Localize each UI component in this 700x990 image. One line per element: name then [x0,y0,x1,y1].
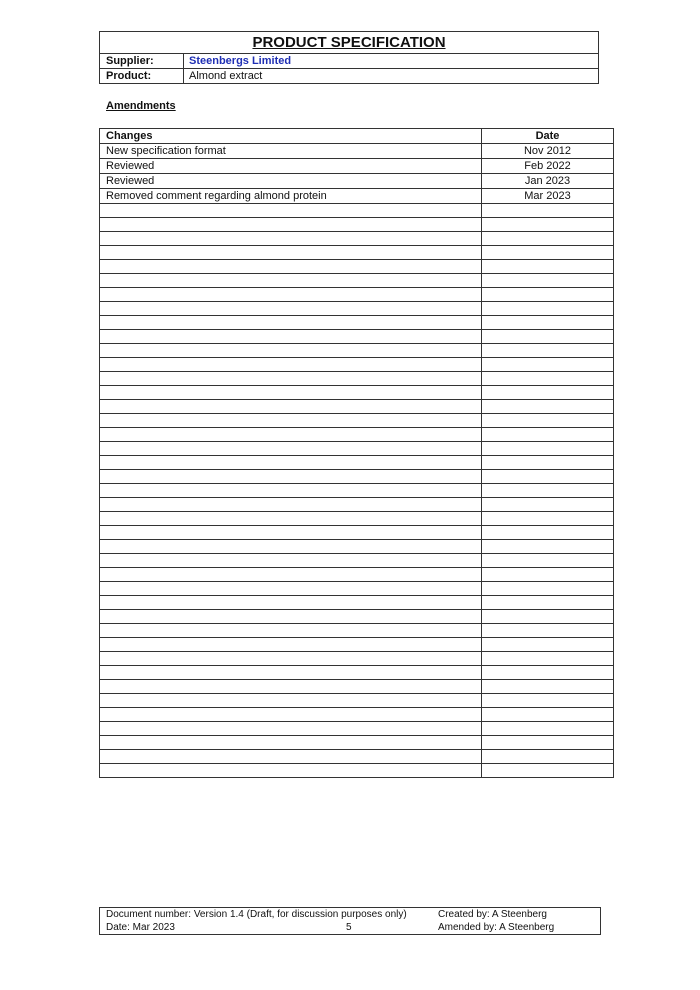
change-cell: New specification format [100,144,482,159]
change-cell [100,330,482,344]
table-row [100,204,614,218]
change-cell [100,386,482,400]
date-cell: Nov 2012 [482,144,614,159]
table-row [100,652,614,666]
date-cell [482,722,614,736]
table-row [100,666,614,680]
date-cell [482,316,614,330]
date-cell [482,610,614,624]
amended-by: Amended by: A Steenberg [438,922,555,933]
date-cell: Jan 2023 [482,174,614,189]
table-row [100,344,614,358]
table-row [100,736,614,750]
table-row [100,694,614,708]
supplier-value: Steenbergs Limited [189,55,292,67]
table-header-row [100,129,614,144]
change-cell [100,652,482,666]
date-cell [482,764,614,778]
table-row [100,624,614,638]
date-cell [482,498,614,512]
page-number: 5 [346,922,352,933]
change-cell [100,400,482,414]
date-cell [482,666,614,680]
change-cell [100,372,482,386]
page-title: PRODUCT SPECIFICATION [100,32,598,54]
date-cell [482,232,614,246]
table-row [100,638,614,652]
change-cell [100,358,482,372]
date-cell [482,512,614,526]
change-cell: Reviewed [100,174,482,189]
date-cell [482,484,614,498]
change-cell [100,540,482,554]
document-footer [99,907,601,935]
table-row [100,288,614,302]
column-header-date: Date [482,129,614,144]
table-row [100,302,614,316]
date-cell [482,330,614,344]
change-cell [100,470,482,484]
date-cell: Mar 2023 [482,189,614,204]
date-cell [482,442,614,456]
change-cell [100,764,482,778]
table-row [100,540,614,554]
change-cell [100,638,482,652]
change-cell [100,484,482,498]
change-cell [100,722,482,736]
table-row [100,764,614,778]
change-cell [100,568,482,582]
date-cell: Feb 2022 [482,159,614,174]
amendments-table [99,128,614,778]
change-cell [100,204,482,218]
change-cell [100,232,482,246]
change-cell [100,526,482,540]
table-row [100,189,614,204]
table-row [100,484,614,498]
table-row [100,232,614,246]
date-cell [482,540,614,554]
table-row [100,159,614,174]
supplier-row [100,54,598,68]
document-date: Date: Mar 2023 [106,922,175,933]
date-cell [482,218,614,232]
table-row [100,568,614,582]
change-cell [100,680,482,694]
change-cell [100,260,482,274]
table-row [100,512,614,526]
table-row [100,358,614,372]
date-cell [482,708,614,722]
table-row [100,596,614,610]
change-cell [100,708,482,722]
change-cell [100,596,482,610]
date-cell [482,652,614,666]
spec-header [99,31,599,84]
supplier-label: Supplier: [100,54,184,68]
change-cell [100,456,482,470]
table-row [100,274,614,288]
change-cell: Reviewed [100,159,482,174]
table-row [100,400,614,414]
date-cell [482,372,614,386]
table-row [100,428,614,442]
date-cell [482,302,614,316]
date-cell [482,750,614,764]
date-cell [482,260,614,274]
date-cell [482,680,614,694]
date-cell [482,456,614,470]
table-row [100,386,614,400]
table-row [100,680,614,694]
table-row [100,708,614,722]
amendments-heading: Amendments [106,100,176,112]
table-row [100,246,614,260]
date-cell [482,344,614,358]
table-row [100,722,614,736]
table-row [100,260,614,274]
change-cell [100,512,482,526]
change-cell: Removed comment regarding almond protein [100,189,482,204]
created-by: Created by: A Steenberg [438,909,547,920]
change-cell [100,736,482,750]
table-row [100,456,614,470]
table-row [100,526,614,540]
change-cell [100,274,482,288]
change-cell [100,624,482,638]
change-cell [100,582,482,596]
table-row [100,582,614,596]
table-row [100,372,614,386]
change-cell [100,610,482,624]
date-cell [482,358,614,372]
table-row [100,554,614,568]
date-cell [482,288,614,302]
date-cell [482,554,614,568]
product-label: Product: [100,69,184,83]
date-cell [482,470,614,484]
change-cell [100,344,482,358]
date-cell [482,386,614,400]
date-cell [482,638,614,652]
date-cell [482,596,614,610]
table-row [100,610,614,624]
change-cell [100,666,482,680]
change-cell [100,302,482,316]
change-cell [100,442,482,456]
product-row [100,68,598,83]
amendments-table-body [100,144,614,778]
change-cell [100,498,482,512]
date-cell [482,246,614,260]
table-row [100,330,614,344]
change-cell [100,428,482,442]
date-cell [482,526,614,540]
product-value: Almond extract [189,70,263,82]
date-cell [482,414,614,428]
date-cell [482,568,614,582]
date-cell [482,624,614,638]
table-row [100,498,614,512]
change-cell [100,246,482,260]
table-row [100,470,614,484]
date-cell [482,582,614,596]
change-cell [100,218,482,232]
table-row [100,218,614,232]
date-cell [482,274,614,288]
date-cell [482,694,614,708]
table-row [100,414,614,428]
table-row [100,144,614,159]
column-header-changes: Changes [100,129,482,144]
document-number: Document number: Version 1.4 (Draft, for discussion purposes only) [106,909,407,920]
date-cell [482,204,614,218]
table-row [100,442,614,456]
change-cell [100,750,482,764]
change-cell [100,554,482,568]
table-row [100,316,614,330]
date-cell [482,428,614,442]
change-cell [100,414,482,428]
date-cell [482,736,614,750]
table-row [100,174,614,189]
change-cell [100,288,482,302]
change-cell [100,694,482,708]
change-cell [100,316,482,330]
date-cell [482,400,614,414]
table-row [100,750,614,764]
